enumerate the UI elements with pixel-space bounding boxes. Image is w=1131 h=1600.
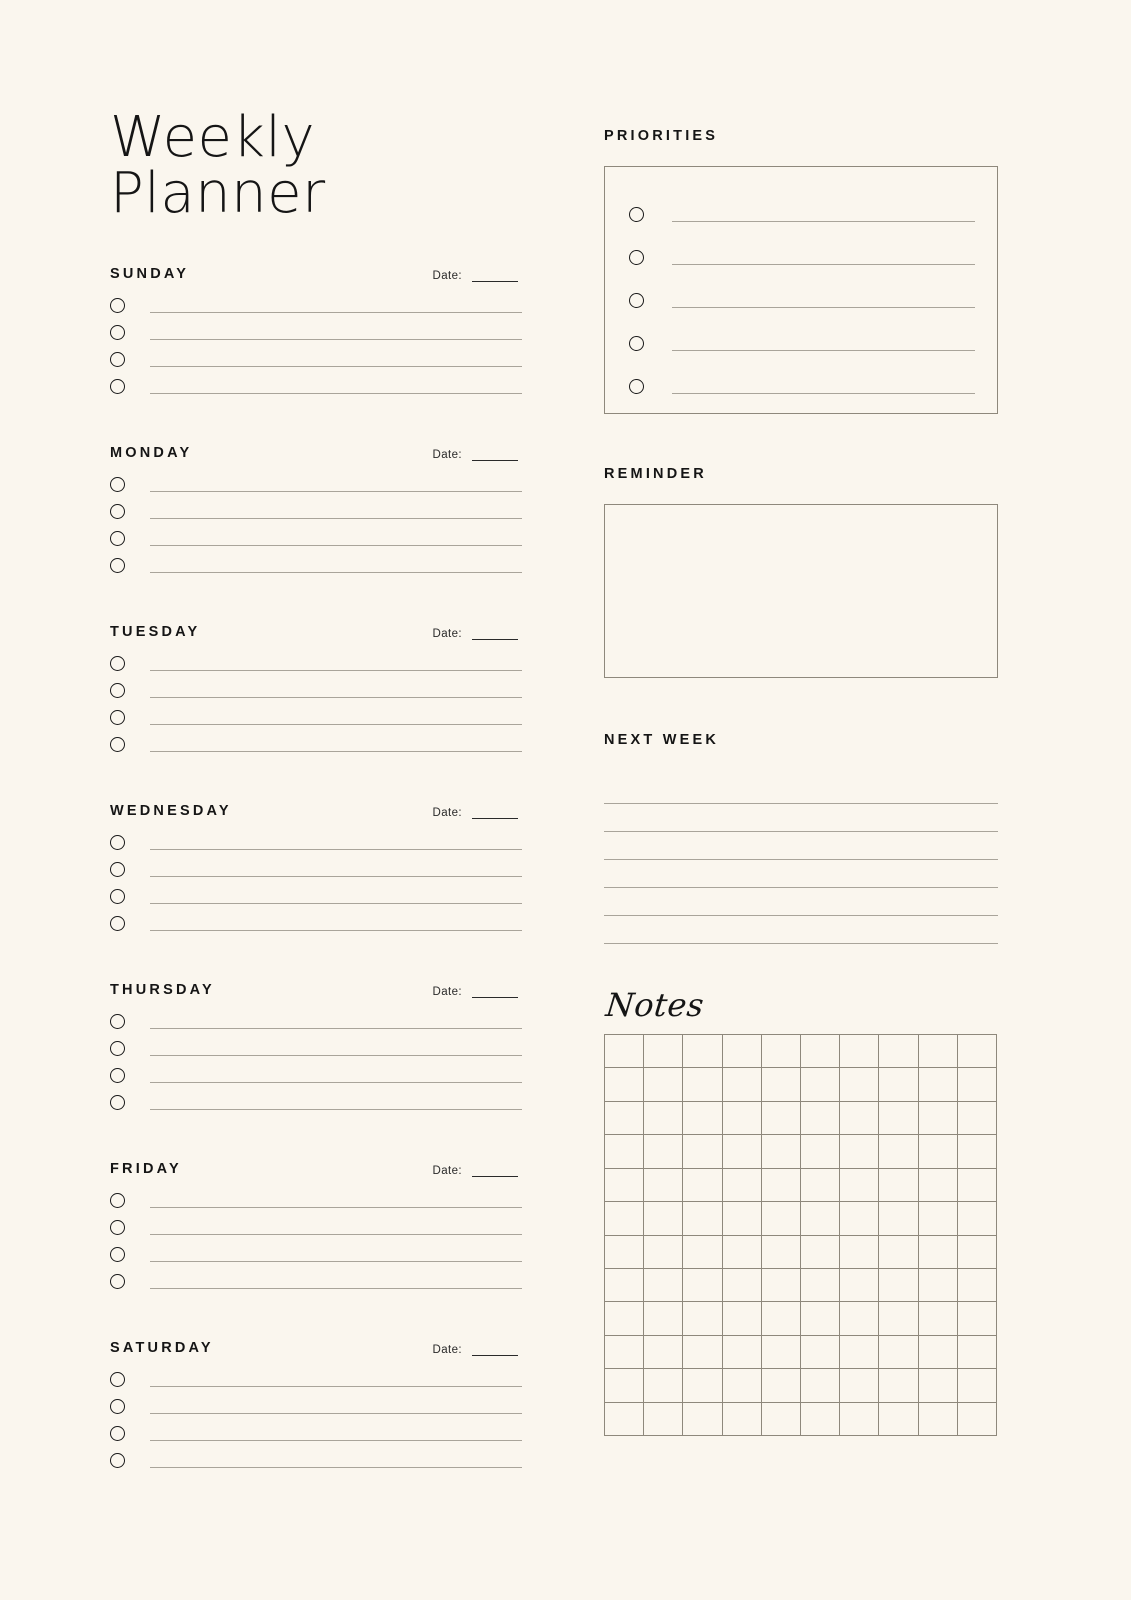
- notes-cell: [723, 1336, 762, 1369]
- notes-cell: [644, 1135, 683, 1168]
- day-name-friday: FRIDAY: [110, 1161, 182, 1177]
- checkbox-circle-icon[interactable]: [110, 737, 125, 752]
- task-row[interactable]: [110, 1393, 522, 1420]
- notes-cell: [879, 1269, 918, 1302]
- notes-cell: [605, 1068, 644, 1101]
- notes-cell: [919, 1035, 958, 1068]
- notes-cell: [919, 1269, 958, 1302]
- notes-cell: [840, 1202, 879, 1235]
- notes-cell: [919, 1369, 958, 1402]
- date-label: Date:: [432, 449, 462, 461]
- task-write-line[interactable]: [150, 1426, 522, 1441]
- notes-cell: [840, 1236, 879, 1269]
- notes-cell: [879, 1403, 918, 1436]
- notes-cell: [840, 1269, 879, 1302]
- notes-cell: [762, 1302, 801, 1335]
- notes-cell: [683, 1135, 722, 1168]
- page-title: Weekly Planner: [110, 105, 326, 226]
- priorities-title: PRIORITIES: [604, 128, 719, 144]
- date-label: Date:: [432, 1165, 462, 1177]
- task-row[interactable]: [110, 1447, 522, 1474]
- notes-cell: [723, 1302, 762, 1335]
- next-week-title: NEXT WEEK: [604, 732, 719, 748]
- notes-cell: [723, 1102, 762, 1135]
- next-week-lines: [604, 776, 998, 944]
- notes-cell: [762, 1102, 801, 1135]
- task-row[interactable]: [110, 1241, 522, 1268]
- checkbox-circle-icon[interactable]: [110, 889, 125, 904]
- task-write-line[interactable]: [150, 710, 522, 725]
- task-write-line[interactable]: [150, 1068, 522, 1083]
- notes-cell: [683, 1336, 722, 1369]
- notes-cell: [840, 1369, 879, 1402]
- notes-cell: [644, 1236, 683, 1269]
- notes-cell: [644, 1035, 683, 1068]
- date-label: Date:: [432, 628, 462, 640]
- notes-cell: [762, 1169, 801, 1202]
- notes-cell: [605, 1302, 644, 1335]
- notes-cell: [840, 1135, 879, 1168]
- notes-cell: [879, 1068, 918, 1101]
- notes-cell: [801, 1202, 840, 1235]
- priority-row[interactable]: [629, 365, 975, 408]
- notes-cell: [958, 1269, 997, 1302]
- days-column: [110, 105, 522, 1517]
- next-week-write-line[interactable]: [604, 832, 998, 860]
- checkbox-circle-icon[interactable]: [110, 656, 125, 671]
- day-header: [110, 622, 522, 640]
- task-write-line[interactable]: [150, 916, 522, 931]
- day-header: [110, 1338, 522, 1356]
- day-block-saturday: [110, 1338, 522, 1474]
- notes-cell: [958, 1135, 997, 1168]
- notes-cell: [605, 1236, 644, 1269]
- reminder-title: REMINDER: [604, 466, 707, 482]
- task-write-line[interactable]: [150, 379, 522, 394]
- notes-cell: [801, 1302, 840, 1335]
- day-header: [110, 1159, 522, 1177]
- notes-cell: [958, 1102, 997, 1135]
- checkbox-circle-icon[interactable]: [110, 710, 125, 725]
- task-write-line[interactable]: [150, 504, 522, 519]
- notes-cell: [644, 1269, 683, 1302]
- notes-cell: [919, 1336, 958, 1369]
- priority-row[interactable]: [629, 236, 975, 279]
- notes-cell: [723, 1403, 762, 1436]
- date-label: Date:: [432, 1344, 462, 1356]
- day-header: [110, 443, 522, 461]
- task-row[interactable]: [110, 856, 522, 883]
- checkbox-circle-icon[interactable]: [110, 916, 125, 931]
- checkbox-circle-icon[interactable]: [110, 352, 125, 367]
- task-write-line[interactable]: [150, 656, 522, 671]
- notes-cell: [840, 1403, 879, 1436]
- priority-row[interactable]: [629, 322, 975, 365]
- next-week-write-line[interactable]: [604, 776, 998, 804]
- checkbox-circle-icon[interactable]: [110, 1274, 125, 1289]
- day-name-saturday: SATURDAY: [110, 1340, 214, 1356]
- checkbox-circle-icon[interactable]: [110, 1453, 125, 1468]
- notes-title: Notes: [604, 986, 706, 1024]
- task-write-line[interactable]: [150, 889, 522, 904]
- notes-cell: [605, 1035, 644, 1068]
- notes-cell: [958, 1068, 997, 1101]
- notes-cell: [723, 1202, 762, 1235]
- day-block-wednesday: [110, 801, 522, 937]
- notes-cell: [801, 1269, 840, 1302]
- task-row[interactable]: [110, 498, 522, 525]
- task-write-line[interactable]: [150, 1372, 522, 1387]
- task-row[interactable]: [110, 731, 522, 758]
- checkbox-circle-icon[interactable]: [110, 558, 125, 573]
- task-write-line[interactable]: [150, 835, 522, 850]
- notes-cell: [762, 1202, 801, 1235]
- task-row[interactable]: [110, 525, 522, 552]
- task-write-line[interactable]: [150, 737, 522, 752]
- day-header: [110, 264, 522, 282]
- task-row[interactable]: [110, 650, 522, 677]
- day-name-monday: MONDAY: [110, 445, 193, 461]
- notes-cell: [919, 1169, 958, 1202]
- notes-cell: [879, 1369, 918, 1402]
- notes-cell: [919, 1302, 958, 1335]
- notes-cell: [683, 1269, 722, 1302]
- task-write-line[interactable]: [150, 298, 522, 313]
- priority-row[interactable]: [629, 279, 975, 322]
- notes-cell: [762, 1135, 801, 1168]
- notes-cell: [723, 1169, 762, 1202]
- notes-cell: [840, 1068, 879, 1101]
- task-write-line[interactable]: [150, 558, 522, 573]
- date-input-line[interactable]: [472, 629, 518, 640]
- task-row[interactable]: [110, 373, 522, 400]
- task-write-line[interactable]: [150, 352, 522, 367]
- checkbox-circle-icon[interactable]: [110, 1426, 125, 1441]
- notes-cell: [801, 1236, 840, 1269]
- checkbox-circle-icon[interactable]: [110, 477, 125, 492]
- checkbox-circle-icon[interactable]: [110, 1014, 125, 1029]
- day-block-thursday: [110, 980, 522, 1116]
- checkbox-circle-icon[interactable]: [110, 835, 125, 850]
- notes-cell: [723, 1236, 762, 1269]
- notes-cell: [801, 1403, 840, 1436]
- checkbox-circle-icon[interactable]: [110, 1095, 125, 1110]
- task-row[interactable]: [110, 552, 522, 579]
- checkbox-circle-icon[interactable]: [110, 531, 125, 546]
- notes-cell: [644, 1102, 683, 1135]
- task-row[interactable]: [110, 292, 522, 319]
- notes-cell: [801, 1035, 840, 1068]
- notes-cell: [919, 1236, 958, 1269]
- date-label: Date:: [432, 270, 462, 282]
- notes-cell: [919, 1202, 958, 1235]
- notes-cell: [644, 1403, 683, 1436]
- notes-cell: [644, 1369, 683, 1402]
- notes-cell: [879, 1202, 918, 1235]
- notes-cell: [958, 1336, 997, 1369]
- task-row[interactable]: [110, 1062, 522, 1089]
- notes-cell: [683, 1236, 722, 1269]
- next-week-write-line[interactable]: [604, 916, 998, 944]
- notes-cell: [683, 1403, 722, 1436]
- notes-cell: [762, 1403, 801, 1436]
- notes-cell: [840, 1102, 879, 1135]
- date-input-line[interactable]: [472, 271, 518, 282]
- day-name-thursday: THURSDAY: [110, 982, 215, 998]
- checkbox-circle-icon[interactable]: [110, 1399, 125, 1414]
- notes-cell: [723, 1369, 762, 1402]
- task-row[interactable]: [110, 1008, 522, 1035]
- notes-cell: [644, 1302, 683, 1335]
- task-write-line[interactable]: [150, 1193, 522, 1208]
- notes-cell: [958, 1169, 997, 1202]
- task-row[interactable]: [110, 1366, 522, 1393]
- notes-cell: [644, 1169, 683, 1202]
- checkbox-circle-icon[interactable]: [110, 504, 125, 519]
- notes-cell: [801, 1102, 840, 1135]
- notes-cell: [723, 1269, 762, 1302]
- day-block-tuesday: [110, 622, 522, 758]
- notes-cell: [879, 1035, 918, 1068]
- task-row[interactable]: [110, 1420, 522, 1447]
- task-row[interactable]: [110, 1268, 522, 1295]
- task-write-line[interactable]: [150, 683, 522, 698]
- task-write-line[interactable]: [150, 531, 522, 546]
- notes-cell: [605, 1403, 644, 1436]
- notes-cell: [840, 1169, 879, 1202]
- notes-cell: [958, 1302, 997, 1335]
- notes-cell: [762, 1236, 801, 1269]
- checkbox-circle-icon[interactable]: [629, 250, 644, 265]
- checkbox-circle-icon[interactable]: [110, 1193, 125, 1208]
- notes-cell: [801, 1169, 840, 1202]
- day-name-wednesday: WEDNESDAY: [110, 803, 232, 819]
- notes-cell: [605, 1135, 644, 1168]
- notes-cell: [762, 1068, 801, 1101]
- checkbox-circle-icon[interactable]: [110, 1068, 125, 1083]
- date-label: Date:: [432, 986, 462, 998]
- day-block-sunday: [110, 264, 522, 400]
- task-write-line[interactable]: [150, 1274, 522, 1289]
- day-header: [110, 980, 522, 998]
- day-name-sunday: SUNDAY: [110, 266, 190, 282]
- notes-cell: [723, 1035, 762, 1068]
- date-group: [433, 1344, 523, 1356]
- notes-cell: [879, 1102, 918, 1135]
- notes-cell: [879, 1169, 918, 1202]
- checkbox-circle-icon[interactable]: [110, 683, 125, 698]
- task-row[interactable]: [110, 883, 522, 910]
- checkbox-circle-icon[interactable]: [110, 1247, 125, 1262]
- notes-cell: [605, 1336, 644, 1369]
- task-row[interactable]: [110, 471, 522, 498]
- notes-cell: [801, 1068, 840, 1101]
- checkbox-circle-icon[interactable]: [110, 1220, 125, 1235]
- task-row[interactable]: [110, 1187, 522, 1214]
- day-block-monday: [110, 443, 522, 579]
- notes-cell: [762, 1369, 801, 1402]
- notes-cell: [644, 1336, 683, 1369]
- date-input-line[interactable]: [472, 1345, 518, 1356]
- notes-cell: [762, 1035, 801, 1068]
- date-group: [433, 1165, 523, 1177]
- sidebar-column: [604, 128, 998, 1436]
- task-row[interactable]: [110, 704, 522, 731]
- next-week-write-line[interactable]: [604, 804, 998, 832]
- notes-cell: [801, 1336, 840, 1369]
- task-write-line[interactable]: [150, 1247, 522, 1262]
- notes-cell: [958, 1369, 997, 1402]
- notes-cell: [683, 1068, 722, 1101]
- priority-row[interactable]: [629, 193, 975, 236]
- next-week-write-line[interactable]: [604, 888, 998, 916]
- day-block-friday: [110, 1159, 522, 1295]
- priority-write-line[interactable]: [672, 294, 975, 308]
- notes-cell: [919, 1135, 958, 1168]
- date-input-line[interactable]: [472, 450, 518, 461]
- task-row[interactable]: [110, 319, 522, 346]
- notes-cell: [919, 1102, 958, 1135]
- date-group: [433, 628, 523, 640]
- checkbox-circle-icon[interactable]: [629, 207, 644, 222]
- notes-cell: [801, 1369, 840, 1402]
- notes-cell: [605, 1169, 644, 1202]
- notes-cell: [958, 1202, 997, 1235]
- notes-grid[interactable]: [604, 1034, 997, 1436]
- day-header: [110, 801, 522, 819]
- notes-cell: [919, 1403, 958, 1436]
- task-write-line[interactable]: [150, 1014, 522, 1029]
- date-input-line[interactable]: [472, 1166, 518, 1177]
- notes-cell: [879, 1135, 918, 1168]
- task-write-line[interactable]: [150, 862, 522, 877]
- notes-cell: [683, 1202, 722, 1235]
- notes-cell: [683, 1369, 722, 1402]
- priority-write-line[interactable]: [672, 208, 975, 222]
- checkbox-circle-icon[interactable]: [110, 1372, 125, 1387]
- task-row[interactable]: [110, 1035, 522, 1062]
- task-write-line[interactable]: [150, 1095, 522, 1110]
- notes-cell: [958, 1236, 997, 1269]
- notes-cell: [644, 1068, 683, 1101]
- notes-cell: [801, 1135, 840, 1168]
- notes-cell: [683, 1102, 722, 1135]
- notes-cell: [840, 1302, 879, 1335]
- checkbox-circle-icon[interactable]: [110, 325, 125, 340]
- notes-cell: [879, 1336, 918, 1369]
- notes-cell: [762, 1336, 801, 1369]
- notes-cell: [879, 1302, 918, 1335]
- checkbox-circle-icon[interactable]: [110, 298, 125, 313]
- task-row[interactable]: [110, 1089, 522, 1116]
- task-write-line[interactable]: [150, 1399, 522, 1414]
- notes-cell: [605, 1102, 644, 1135]
- date-label: Date:: [432, 807, 462, 819]
- checkbox-circle-icon[interactable]: [110, 862, 125, 877]
- notes-cell: [605, 1202, 644, 1235]
- notes-cell: [683, 1169, 722, 1202]
- notes-cell: [605, 1269, 644, 1302]
- notes-cell: [683, 1302, 722, 1335]
- task-row[interactable]: [110, 346, 522, 373]
- notes-cell: [919, 1068, 958, 1101]
- notes-cell: [723, 1135, 762, 1168]
- priority-write-line[interactable]: [672, 337, 975, 351]
- notes-cell: [644, 1202, 683, 1235]
- task-row[interactable]: [110, 1214, 522, 1241]
- date-input-line[interactable]: [472, 808, 518, 819]
- date-group: [433, 270, 523, 282]
- date-group: [433, 807, 523, 819]
- task-row[interactable]: [110, 910, 522, 937]
- date-group: [433, 449, 523, 461]
- checkbox-circle-icon[interactable]: [629, 336, 644, 351]
- task-write-line[interactable]: [150, 1041, 522, 1056]
- date-input-line[interactable]: [472, 987, 518, 998]
- task-row[interactable]: [110, 677, 522, 704]
- day-name-tuesday: TUESDAY: [110, 624, 201, 640]
- task-write-line[interactable]: [150, 477, 522, 492]
- task-write-line[interactable]: [150, 1453, 522, 1468]
- date-group: [433, 986, 523, 998]
- notes-cell: [683, 1035, 722, 1068]
- checkbox-circle-icon[interactable]: [629, 293, 644, 308]
- task-write-line[interactable]: [150, 325, 522, 340]
- priority-write-line[interactable]: [672, 380, 975, 394]
- notes-cell: [762, 1269, 801, 1302]
- notes-cell: [723, 1068, 762, 1101]
- notes-cell: [840, 1035, 879, 1068]
- notes-cell: [840, 1336, 879, 1369]
- priority-write-line[interactable]: [672, 251, 975, 265]
- checkbox-circle-icon[interactable]: [629, 379, 644, 394]
- checkbox-circle-icon[interactable]: [110, 1041, 125, 1056]
- task-write-line[interactable]: [150, 1220, 522, 1235]
- notes-cell: [605, 1369, 644, 1402]
- priorities-box: [604, 166, 998, 414]
- checkbox-circle-icon[interactable]: [110, 379, 125, 394]
- notes-cell: [958, 1035, 997, 1068]
- next-week-write-line[interactable]: [604, 860, 998, 888]
- notes-cell: [879, 1236, 918, 1269]
- notes-cell: [958, 1403, 997, 1436]
- reminder-box[interactable]: [604, 504, 998, 678]
- task-row[interactable]: [110, 829, 522, 856]
